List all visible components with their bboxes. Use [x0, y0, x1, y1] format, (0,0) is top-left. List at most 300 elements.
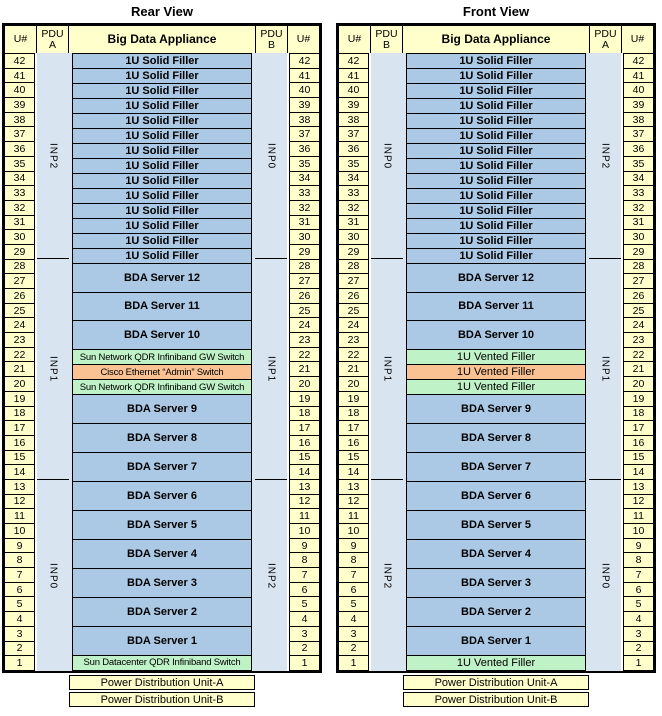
- front-u-cell-right: 16: [623, 435, 654, 451]
- front-u-cell-right: 41: [623, 68, 654, 84]
- front-u-cell-right: 22: [623, 347, 654, 363]
- front-footer-row: Power Distribution Unit-B: [403, 692, 589, 707]
- front-equipment-block: 1U Solid Filler: [406, 173, 586, 189]
- front-pdu-column-right: [589, 53, 621, 671]
- front-equipment-block: 1U Solid Filler: [406, 113, 586, 129]
- rear-header-u-right: [287, 25, 320, 54]
- front-u-column-right: [621, 53, 654, 671]
- front-rack-body: [338, 53, 654, 671]
- front-u-cell-right: 5: [623, 596, 654, 612]
- front-pdu-section-right: [589, 479, 621, 671]
- rear-u-cell-left: 27: [4, 273, 35, 289]
- rear-u-cell-right: 23: [289, 332, 320, 348]
- front-u-cell-right: 12: [623, 494, 654, 510]
- front-u-cell-left: 23: [338, 332, 369, 348]
- front-equipment-block: 1U Solid Filler: [406, 83, 586, 99]
- front-equipment-block: BDA Server 12: [406, 263, 586, 293]
- front-pdu-section-left: [371, 53, 403, 258]
- front-pdu-section-left: [371, 479, 403, 671]
- rear-u-cell-right: 4: [289, 611, 320, 627]
- front-u-cell-right: 31: [623, 215, 654, 231]
- front-u-cell-right: 11: [623, 508, 654, 524]
- front-u-cell-right: 10: [623, 523, 654, 539]
- rear-rack-body: [4, 53, 320, 671]
- rear-u-cell-left: 6: [4, 582, 35, 598]
- front-header-u-right-line: U#: [630, 33, 645, 45]
- rear-u-cell-left: 39: [4, 97, 35, 113]
- front-u-cell-left: 1: [338, 655, 369, 671]
- front-equipment-block: BDA Server 11: [406, 292, 586, 322]
- front-equipment-block: BDA Server 7: [406, 452, 586, 482]
- front-u-cell-left: 9: [338, 538, 369, 554]
- front-header-u-left-line: U#: [347, 33, 362, 45]
- rear-pdu-footer: [69, 675, 255, 709]
- front-equipment-block: 1U Vented Filler: [406, 349, 586, 365]
- rear-equipment-block: 1U Solid Filler: [72, 98, 252, 114]
- rear-u-cell-right: 29: [289, 244, 320, 260]
- rear-equipment-block: 1U Solid Filler: [72, 233, 252, 249]
- rear-u-cell-left: 16: [4, 435, 35, 451]
- front-pdu-label-right: INP1: [599, 356, 611, 383]
- rear-u-cell-right: 3: [289, 626, 320, 642]
- rear-u-cell-right: 1: [289, 655, 320, 671]
- rear-u-cell-right: 33: [289, 185, 320, 201]
- rear-pdu-section-left: [37, 258, 69, 479]
- front-u-cell-left: 13: [338, 479, 369, 495]
- rear-u-column-left: [4, 53, 37, 671]
- rear-pdu-label-left: INP0: [47, 562, 59, 589]
- rear-u-cell-right: 9: [289, 538, 320, 554]
- rear-u-cell-left: 34: [4, 171, 35, 187]
- rear-header-pdu-left-line: PDU: [41, 27, 64, 40]
- rear-u-cell-left: 8: [4, 552, 35, 568]
- front-header-pdu-right-line: PDU: [594, 27, 617, 40]
- front-footer-row: Power Distribution Unit-A: [403, 675, 589, 690]
- rear-equipment-block: 1U Solid Filler: [72, 128, 252, 144]
- rear-u-cell-left: 31: [4, 215, 35, 231]
- front-equipment-block: BDA Server 1: [406, 626, 586, 656]
- rear-equipment-block: 1U Solid Filler: [72, 203, 252, 219]
- rear-equipment-block: BDA Server 7: [72, 452, 252, 482]
- rear-u-cell-right: 13: [289, 479, 320, 495]
- rear-header-pdu-right-line: PDU: [260, 27, 283, 40]
- rear-header-u-left-line: U#: [13, 33, 28, 45]
- rear-footer-row: Power Distribution Unit-B: [69, 692, 255, 707]
- rear-u-cell-right: 8: [289, 552, 320, 568]
- rear-equipment-block: BDA Server 5: [72, 510, 252, 540]
- front-equipment-block: 1U Solid Filler: [406, 233, 586, 249]
- front-pdu-label-left: INP2: [381, 562, 393, 589]
- rear-u-cell-right: 38: [289, 112, 320, 128]
- front-u-cell-right: 25: [623, 303, 654, 319]
- front-u-cell-right: 38: [623, 112, 654, 128]
- rear-u-cell-left: 10: [4, 523, 35, 539]
- front-pdu-column-left: [371, 53, 403, 671]
- front-u-cell-right: 17: [623, 420, 654, 436]
- front-u-cell-left: 7: [338, 567, 369, 583]
- front-equipment-block: BDA Server 4: [406, 539, 586, 569]
- front-u-cell-left: 37: [338, 126, 369, 142]
- rear-equipment-block: BDA Server 6: [72, 481, 252, 511]
- rear-u-cell-left: 25: [4, 303, 35, 319]
- rear-equipment-block: 1U Solid Filler: [72, 248, 252, 264]
- rear-u-cell-right: 28: [289, 259, 320, 275]
- rear-u-cell-right: 37: [289, 126, 320, 142]
- rear-equipment-block: 1U Solid Filler: [72, 53, 252, 69]
- rear-u-cell-right: 14: [289, 464, 320, 480]
- front-equipment-block: 1U Solid Filler: [406, 98, 586, 114]
- front-u-cell-right: 14: [623, 464, 654, 480]
- front-u-cell-left: 27: [338, 273, 369, 289]
- rear-u-cell-left: 13: [4, 479, 35, 495]
- front-u-cell-right: 23: [623, 332, 654, 348]
- rear-u-cell-right: 41: [289, 68, 320, 84]
- rear-equipment-block: Sun Datacenter QDR Infiniband Switch: [72, 655, 252, 671]
- front-equipment-block: 1U Vented Filler: [406, 379, 586, 395]
- rear-u-cell-right: 31: [289, 215, 320, 231]
- rear-u-cell-right: 7: [289, 567, 320, 583]
- front-equipment-block: 1U Solid Filler: [406, 143, 586, 159]
- rear-u-cell-right: 10: [289, 523, 320, 539]
- front-u-cell-right: 8: [623, 552, 654, 568]
- rear-pdu-section-right: [255, 53, 287, 258]
- front-u-cell-right: 28: [623, 259, 654, 275]
- front-u-cell-left: 38: [338, 112, 369, 128]
- rear-header-u-right-line: U#: [296, 33, 311, 45]
- front-u-cell-left: 22: [338, 347, 369, 363]
- front-u-cell-left: 3: [338, 626, 369, 642]
- rear-u-cell-left: 14: [4, 464, 35, 480]
- front-u-cell-right: 34: [623, 171, 654, 187]
- rear-header-pdu-left-line: A: [48, 38, 56, 51]
- rear-pdu-section-left: [37, 479, 69, 671]
- rear-u-cell-right: 15: [289, 450, 320, 466]
- front-u-column-left: [338, 53, 371, 671]
- front-u-cell-left: 4: [338, 611, 369, 627]
- rear-u-cell-left: 17: [4, 420, 35, 436]
- rear-u-cell-right: 12: [289, 494, 320, 510]
- rear-u-cell-left: 36: [4, 141, 35, 157]
- rear-equipment-block: 1U Solid Filler: [72, 68, 252, 84]
- rear-u-cell-left: 2: [4, 641, 35, 657]
- front-equipment-block: BDA Server 6: [406, 481, 586, 511]
- rear-pdu-section-left: [37, 53, 69, 258]
- front-equipment-block: 1U Vented Filler: [406, 655, 586, 671]
- rear-u-cell-right: 42: [289, 53, 320, 69]
- front-equipment-block: 1U Solid Filler: [406, 68, 586, 84]
- front-u-cell-left: 17: [338, 420, 369, 436]
- rear-u-cell-right: 19: [289, 391, 320, 407]
- front-header-main-title: [402, 25, 590, 54]
- front-header-u-right: [621, 25, 654, 54]
- rear-equipment-block: BDA Server 10: [72, 320, 252, 350]
- front-u-cell-left: 34: [338, 171, 369, 187]
- front-u-cell-right: 36: [623, 141, 654, 157]
- rear-rack-table: [2, 23, 322, 673]
- front-u-cell-left: 31: [338, 215, 369, 231]
- front-pdu-footer: [403, 675, 589, 709]
- rear-u-cell-left: 18: [4, 406, 35, 422]
- rear-u-column-right: [287, 53, 320, 671]
- front-u-cell-left: 10: [338, 523, 369, 539]
- rear-u-cell-left: 28: [4, 259, 35, 275]
- rear-u-cell-left: 29: [4, 244, 35, 260]
- front-u-cell-right: 26: [623, 288, 654, 304]
- front-u-cell-right: 39: [623, 97, 654, 113]
- front-header-u-left: [338, 25, 371, 54]
- front-equipment-block: BDA Server 9: [406, 394, 586, 424]
- front-u-cell-left: 12: [338, 494, 369, 510]
- front-equipment-block: BDA Server 8: [406, 423, 586, 453]
- rear-equipment-block: BDA Server 9: [72, 394, 252, 424]
- front-pdu-section-right: [589, 258, 621, 479]
- rear-pdu-label-right: INP1: [265, 356, 277, 383]
- front-equipment-block: 1U Solid Filler: [406, 218, 586, 234]
- rear-u-cell-right: 20: [289, 376, 320, 392]
- front-u-cell-left: 11: [338, 508, 369, 524]
- front-equipment-block: BDA Server 5: [406, 510, 586, 540]
- front-pdu-label-right: INP2: [599, 142, 611, 169]
- front-u-cell-left: 21: [338, 361, 369, 377]
- front-u-cell-right: 3: [623, 626, 654, 642]
- front-u-cell-left: 16: [338, 435, 369, 451]
- rear-u-cell-right: 27: [289, 273, 320, 289]
- rear-equipment-block: BDA Server 11: [72, 292, 252, 322]
- front-header-pdu-left-line: B: [382, 38, 390, 51]
- rear-u-cell-right: 26: [289, 288, 320, 304]
- front-u-cell-left: 42: [338, 53, 369, 69]
- rear-u-cell-left: 3: [4, 626, 35, 642]
- front-u-cell-right: 37: [623, 126, 654, 142]
- rear-u-cell-left: 41: [4, 68, 35, 84]
- rear-u-cell-left: 24: [4, 317, 35, 333]
- rear-u-cell-left: 37: [4, 126, 35, 142]
- rear-equipment-block: Cisco Ethernet “Admin” Switch: [72, 364, 252, 380]
- rear-u-cell-right: 24: [289, 317, 320, 333]
- front-u-cell-right: 15: [623, 450, 654, 466]
- rear-u-cell-left: 12: [4, 494, 35, 510]
- rear-equipment-block: BDA Server 8: [72, 423, 252, 453]
- front-u-cell-left: 2: [338, 641, 369, 657]
- front-header-pdu-left: [370, 25, 403, 54]
- front-u-cell-right: 30: [623, 229, 654, 245]
- rear-u-cell-left: 35: [4, 156, 35, 172]
- front-header-pdu-right-line: A: [601, 38, 609, 51]
- front-u-cell-left: 39: [338, 97, 369, 113]
- front-u-cell-right: 24: [623, 317, 654, 333]
- front-u-cell-right: 2: [623, 641, 654, 657]
- front-pdu-label-left: INP0: [381, 142, 393, 169]
- rear-u-cell-left: 5: [4, 596, 35, 612]
- front-equipment-block: 1U Solid Filler: [406, 203, 586, 219]
- rear-u-cell-left: 32: [4, 200, 35, 216]
- rear-pdu-label-left: INP1: [47, 356, 59, 383]
- rear-header-pdu-right: [255, 25, 288, 54]
- front-u-cell-right: 29: [623, 244, 654, 260]
- rear-header-u-left: [4, 25, 37, 54]
- rear-pdu-section-right: [255, 479, 287, 671]
- front-u-cell-right: 35: [623, 156, 654, 172]
- rear-equipment-block: BDA Server 1: [72, 626, 252, 656]
- front-u-cell-left: 41: [338, 68, 369, 84]
- rear-u-cell-right: 21: [289, 361, 320, 377]
- rear-u-cell-right: 22: [289, 347, 320, 363]
- rear-u-cell-right: 35: [289, 156, 320, 172]
- rear-pdu-column-left: [37, 53, 69, 671]
- rear-u-cell-right: 40: [289, 82, 320, 98]
- rear-u-cell-right: 5: [289, 596, 320, 612]
- front-equipment-block: 1U Solid Filler: [406, 158, 586, 174]
- front-header-pdu-right: [589, 25, 622, 54]
- rear-u-cell-left: 7: [4, 567, 35, 583]
- rear-u-cell-left: 22: [4, 347, 35, 363]
- rear-header-pdu-left: [36, 25, 69, 54]
- front-pdu-section-right: [589, 53, 621, 258]
- rear-pdu-label-right: INP2: [265, 562, 277, 589]
- rear-equipment-block: 1U Solid Filler: [72, 173, 252, 189]
- front-view-title: Front View: [462, 4, 530, 19]
- front-pdu-label-left: INP1: [381, 356, 393, 383]
- front-equipment-block: 1U Vented Filler: [406, 364, 586, 380]
- rear-u-cell-right: 18: [289, 406, 320, 422]
- rear-u-cell-right: 2: [289, 641, 320, 657]
- front-u-cell-right: 1: [623, 655, 654, 671]
- front-u-cell-left: 15: [338, 450, 369, 466]
- front-header-main-title-line: Big Data Appliance: [441, 32, 551, 46]
- front-u-cell-left: 19: [338, 391, 369, 407]
- rear-equipment-block: 1U Solid Filler: [72, 188, 252, 204]
- rear-u-cell-right: 25: [289, 303, 320, 319]
- front-u-cell-left: 24: [338, 317, 369, 333]
- rear-u-cell-right: 17: [289, 420, 320, 436]
- front-u-cell-left: 8: [338, 552, 369, 568]
- rear-header-row: [4, 25, 320, 54]
- rear-u-cell-left: 1: [4, 655, 35, 671]
- front-pdu-section-left: [371, 258, 403, 479]
- front-u-cell-right: 9: [623, 538, 654, 554]
- rear-header-main-title-line: Big Data Appliance: [107, 32, 217, 46]
- rear-equipment-block: Sun Network QDR Infiniband GW Switch: [72, 349, 252, 365]
- front-equipment-block: 1U Solid Filler: [406, 188, 586, 204]
- front-u-cell-right: 6: [623, 582, 654, 598]
- rear-u-cell-left: 40: [4, 82, 35, 98]
- front-u-cell-left: 25: [338, 303, 369, 319]
- front-u-cell-right: 4: [623, 611, 654, 627]
- front-u-cell-left: 30: [338, 229, 369, 245]
- rear-u-cell-right: 32: [289, 200, 320, 216]
- rear-u-cell-right: 6: [289, 582, 320, 598]
- front-u-cell-right: 21: [623, 361, 654, 377]
- front-header-row: [338, 25, 654, 54]
- rear-u-cell-right: 36: [289, 141, 320, 157]
- rear-u-cell-left: 42: [4, 53, 35, 69]
- front-equipment-block: BDA Server 10: [406, 320, 586, 350]
- rear-u-cell-right: 30: [289, 229, 320, 245]
- front-u-cell-left: 6: [338, 582, 369, 598]
- rear-u-cell-left: 20: [4, 376, 35, 392]
- front-u-cell-left: 18: [338, 406, 369, 422]
- rear-equipment-block: BDA Server 4: [72, 539, 252, 569]
- rear-u-cell-left: 4: [4, 611, 35, 627]
- front-u-cell-right: 13: [623, 479, 654, 495]
- rear-u-cell-right: 34: [289, 171, 320, 187]
- front-u-cell-left: 35: [338, 156, 369, 172]
- rear-equipment-block: 1U Solid Filler: [72, 158, 252, 174]
- rear-pdu-column-right: [255, 53, 287, 671]
- front-rack-table: [336, 23, 656, 673]
- rear-header-pdu-right-line: B: [267, 38, 275, 51]
- rear-view-title: Rear View: [131, 4, 193, 19]
- front-u-cell-left: 36: [338, 141, 369, 157]
- rear-pdu-label-left: INP2: [47, 142, 59, 169]
- rear-u-cell-left: 23: [4, 332, 35, 348]
- front-u-cell-right: 40: [623, 82, 654, 98]
- front-equipment-block: 1U Solid Filler: [406, 128, 586, 144]
- rear-footer-row: Power Distribution Unit-A: [69, 675, 255, 690]
- front-u-cell-left: 26: [338, 288, 369, 304]
- front-u-cell-left: 29: [338, 244, 369, 260]
- rear-u-cell-right: 39: [289, 97, 320, 113]
- rear-equipment-block: 1U Solid Filler: [72, 143, 252, 159]
- front-u-cell-right: 33: [623, 185, 654, 201]
- rear-header-main-title: [68, 25, 256, 54]
- front-header-pdu-left-line: PDU: [375, 27, 398, 40]
- rear-equipment-block: 1U Solid Filler: [72, 83, 252, 99]
- rear-u-cell-left: 9: [4, 538, 35, 554]
- rear-u-cell-left: 33: [4, 185, 35, 201]
- rear-u-cell-right: 16: [289, 435, 320, 451]
- front-u-cell-right: 27: [623, 273, 654, 289]
- front-u-cell-right: 32: [623, 200, 654, 216]
- rear-u-cell-left: 30: [4, 229, 35, 245]
- front-equipment-block: 1U Solid Filler: [406, 53, 586, 69]
- front-u-cell-left: 28: [338, 259, 369, 275]
- front-u-cell-left: 5: [338, 596, 369, 612]
- rear-u-cell-left: 26: [4, 288, 35, 304]
- rear-equipment-block: 1U Solid Filler: [72, 218, 252, 234]
- rear-pdu-label-right: INP0: [265, 142, 277, 169]
- front-equipment-block: 1U Solid Filler: [406, 248, 586, 264]
- front-u-cell-right: 18: [623, 406, 654, 422]
- front-u-cell-right: 7: [623, 567, 654, 583]
- front-equipment-column: [403, 53, 589, 671]
- rear-equipment-block: 1U Solid Filler: [72, 113, 252, 129]
- rear-equipment-column: [69, 53, 255, 671]
- front-u-cell-left: 33: [338, 185, 369, 201]
- front-u-cell-right: 19: [623, 391, 654, 407]
- front-u-cell-left: 40: [338, 82, 369, 98]
- front-equipment-block: BDA Server 3: [406, 568, 586, 598]
- front-u-cell-left: 32: [338, 200, 369, 216]
- front-u-cell-left: 14: [338, 464, 369, 480]
- rear-equipment-block: BDA Server 12: [72, 263, 252, 293]
- rear-u-cell-left: 19: [4, 391, 35, 407]
- front-u-cell-right: 20: [623, 376, 654, 392]
- front-pdu-label-right: INP0: [599, 562, 611, 589]
- front-u-cell-left: 20: [338, 376, 369, 392]
- front-equipment-block: BDA Server 2: [406, 597, 586, 627]
- rear-u-cell-left: 15: [4, 450, 35, 466]
- rear-equipment-block: BDA Server 3: [72, 568, 252, 598]
- rear-u-cell-right: 11: [289, 508, 320, 524]
- rear-equipment-block: BDA Server 2: [72, 597, 252, 627]
- rear-equipment-block: Sun Network QDR Infiniband GW Switch: [72, 379, 252, 395]
- front-u-cell-right: 42: [623, 53, 654, 69]
- rear-pdu-section-right: [255, 258, 287, 479]
- rear-u-cell-left: 38: [4, 112, 35, 128]
- rear-u-cell-left: 11: [4, 508, 35, 524]
- rear-u-cell-left: 21: [4, 361, 35, 377]
